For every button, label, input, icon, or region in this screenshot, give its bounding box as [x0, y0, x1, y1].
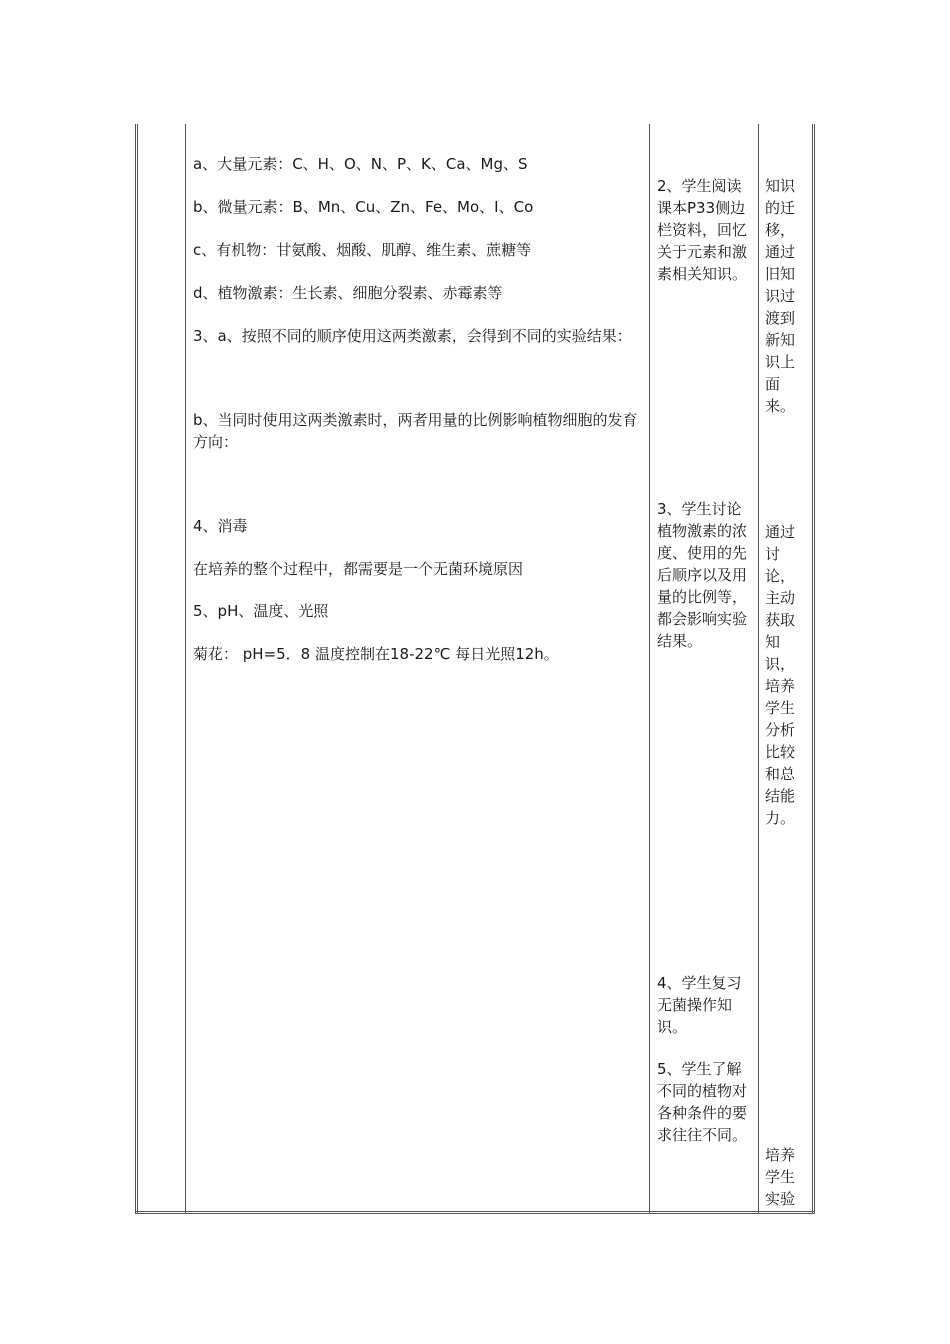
table-border-col3: [758, 124, 759, 1214]
student-activity: 5、学生了解不同的植物对各种条件的要求往往不同。: [657, 1060, 748, 1144]
student-activity: 3、学生讨论植物激素的浓度、使用的先后顺序以及用量的比例等，都会影响实验结果。: [657, 500, 748, 650]
design-intent: 通过讨论，主动获取知识，培养学生分析比较和总结能力。: [765, 523, 796, 827]
content-item: 在培养的整个过程中，都需要是一个无菌环境原因: [193, 560, 524, 578]
content-item: 3、a、按照不同的顺序使用这两类激素，会得到不同的实验结果：: [193, 327, 632, 345]
content-item: d、植物激素：生长素、细胞分裂素、赤霉素等: [193, 284, 503, 302]
table-border-right: [812, 124, 815, 1214]
table-border-bottom: [135, 1211, 815, 1214]
content-item: 5、pH、温度、光照: [193, 602, 329, 620]
design-intent: 培养学生实验: [765, 1146, 796, 1208]
content-item: a、大量元素：C、H、O、N、P、K、Ca、Mg、S: [193, 155, 528, 173]
table-border-col1: [185, 124, 186, 1214]
content-item: 4、消毒: [193, 517, 248, 535]
content-item: c、有机物：甘氨酸、烟酸、肌醇、维生素、蔗糖等: [193, 241, 532, 259]
table-border-left: [135, 124, 138, 1214]
content-item: b、微量元素：B、Mn、Cu、Zn、Fe、Mo、I、Co: [193, 198, 534, 216]
teaching-content-column: [193, 150, 645, 665]
content-item: b、当同时使用这两类激素时，两者用量的比例影响植物细胞的发育方向：: [193, 411, 638, 451]
table-border-col2: [649, 124, 650, 1214]
content-item: 菊花： pH=5．8 温度控制在18-22℃ 每日光照12h。: [193, 645, 559, 663]
design-intent: 知识的迁移，通过旧知识过渡到新知识上面来。: [765, 177, 796, 415]
student-activity: 4、学生复习无菌操作知识。: [657, 974, 742, 1036]
student-activity: 2、学生阅读课本P33侧边栏资料，回忆关于元素和激素相关知识。: [657, 177, 748, 283]
